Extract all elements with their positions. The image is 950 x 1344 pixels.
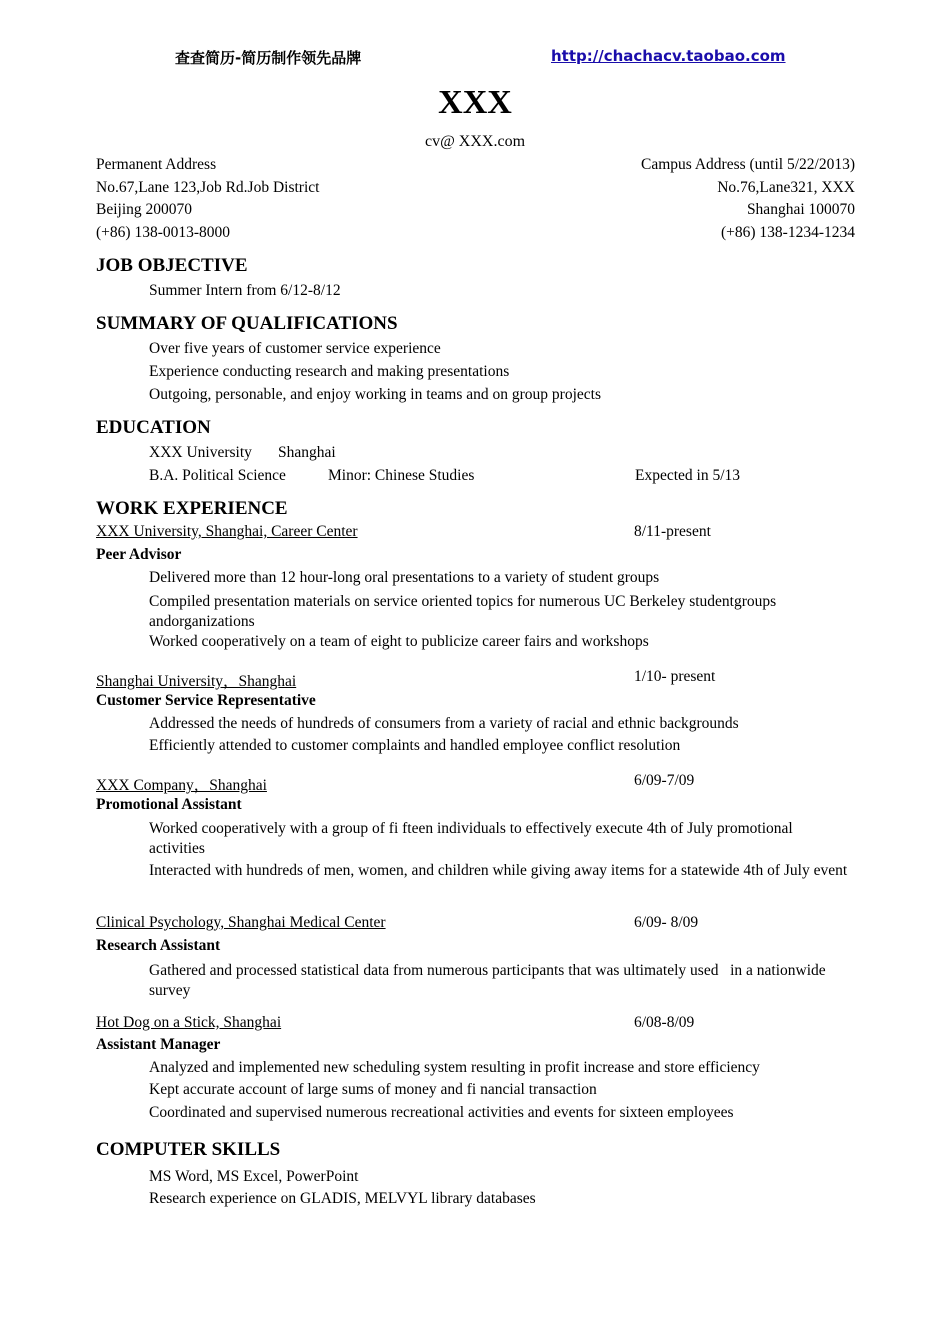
job-bullet: Worked cooperatively on a team of eight to publicize career fairs and workshops bbox=[149, 633, 649, 650]
permanent-address-line1: No.67,Lane 123,Job Rd.Job District bbox=[96, 178, 320, 196]
job-bullet: Kept accurate account of large sums of money and fi nancial transaction bbox=[149, 1081, 597, 1098]
job-date: 6/08-8/09 bbox=[634, 1014, 695, 1031]
job-bullet: Gathered and processed statistical data from numerous participants that was ultimately used in a nationwide survey bbox=[149, 962, 830, 999]
section-title-work: WORK EXPERIENCE bbox=[96, 498, 288, 519]
section-title-objective: JOB OBJECTIVE bbox=[96, 255, 248, 276]
job-bullet: Coordinated and supervised numerous recreational activities and events for sixteen employees bbox=[149, 1104, 734, 1121]
job-bullet: Interacted with hundreds of men, women, and children while giving away items for a statewide 4th of July event bbox=[149, 862, 848, 879]
brand-header: 查查简历-简历制作领先品牌 bbox=[175, 49, 362, 67]
campus-phone: (+86) 138-1234-1234 bbox=[720, 223, 855, 241]
job-role: Peer Advisor bbox=[96, 546, 182, 563]
section-title-skills: COMPUTER SKILLS bbox=[96, 1139, 281, 1160]
education-school: XXX University bbox=[149, 444, 252, 461]
education-city: Shanghai bbox=[278, 444, 336, 461]
job-org: Clinical Psychology, Shanghai Medical Center bbox=[96, 914, 386, 931]
job-bullet: Delivered more than 12 hour-long oral presentations to a variety of student groups bbox=[149, 569, 660, 586]
job-bullet: Analyzed and implemented new scheduling system resulting in profit increase and store efficiency bbox=[149, 1059, 760, 1076]
job-bullet: Compiled presentation materials on service oriented topics for numerous UC Berkeley studentgroups andorganizations bbox=[149, 593, 777, 630]
skills-item: Research experience on GLADIS, MELVYL library databases bbox=[149, 1190, 536, 1207]
brand-link[interactable]: http://chachacv.taobao.com bbox=[551, 47, 786, 65]
job-role: Customer Service Representative bbox=[96, 692, 316, 709]
job-date: 6/09- 8/09 bbox=[634, 914, 699, 931]
section-title-education: EDUCATION bbox=[96, 417, 211, 438]
summary-item: Over five years of customer service experience bbox=[149, 340, 441, 357]
education-expected: Expected in 5/13 bbox=[635, 467, 741, 484]
job-date: 8/11-present bbox=[634, 523, 711, 540]
objective-text: Summer Intern from 6/12-8/12 bbox=[149, 282, 341, 299]
campus-address-line2: Shanghai 100070 bbox=[746, 201, 855, 219]
job-role: Research Assistant bbox=[96, 937, 221, 954]
job-org: XXX Company，Shanghai bbox=[96, 777, 267, 794]
job-org: XXX University, Shanghai, Career Center bbox=[96, 523, 358, 540]
job-org: Hot Dog on a Stick, Shanghai bbox=[96, 1014, 282, 1031]
campus-address-label: Campus Address (until 5/22/2013) bbox=[641, 156, 855, 173]
candidate-name: XXX bbox=[438, 84, 512, 121]
job-bullet: Efficiently attended to customer complaints and handled employee conflict resolution bbox=[149, 737, 681, 754]
job-date: 6/09-7/09 bbox=[634, 772, 695, 789]
job-bullet: Addressed the needs of hundreds of consumers from a variety of racial and ethnic backgrounds bbox=[149, 715, 739, 732]
campus-address-line1: No.76,Lane321, XXX bbox=[717, 178, 855, 196]
job-role: Assistant Manager bbox=[96, 1036, 221, 1053]
education-minor: Minor: Chinese Studies bbox=[328, 467, 475, 484]
job-role: Promotional Assistant bbox=[96, 796, 242, 813]
job-org: Shanghai University，Shanghai bbox=[96, 673, 297, 690]
skills-item: MS Word, MS Excel, PowerPoint bbox=[149, 1168, 359, 1185]
summary-item: Experience conducting research and making presentations bbox=[149, 363, 510, 380]
permanent-address-label: Permanent Address bbox=[96, 156, 217, 173]
job-bullet: Worked cooperatively with a group of fi fteen individuals to effectively execute 4th of July promotional activities bbox=[149, 820, 793, 857]
education-degree: B.A. Political Science bbox=[149, 467, 286, 484]
campus-address bbox=[641, 154, 855, 244]
permanent-address bbox=[96, 154, 319, 244]
permanent-phone: (+86) 138-0013-8000 bbox=[96, 223, 231, 241]
candidate-email: cv@ XXX.com bbox=[424, 133, 526, 150]
job-date: 1/10- present bbox=[634, 668, 716, 685]
permanent-address-line2: Beijing 200070 bbox=[96, 201, 193, 219]
section-title-summary: SUMMARY OF QUALIFICATIONS bbox=[96, 313, 398, 334]
summary-item: Outgoing, personable, and enjoy working in teams and on group projects bbox=[149, 386, 601, 403]
